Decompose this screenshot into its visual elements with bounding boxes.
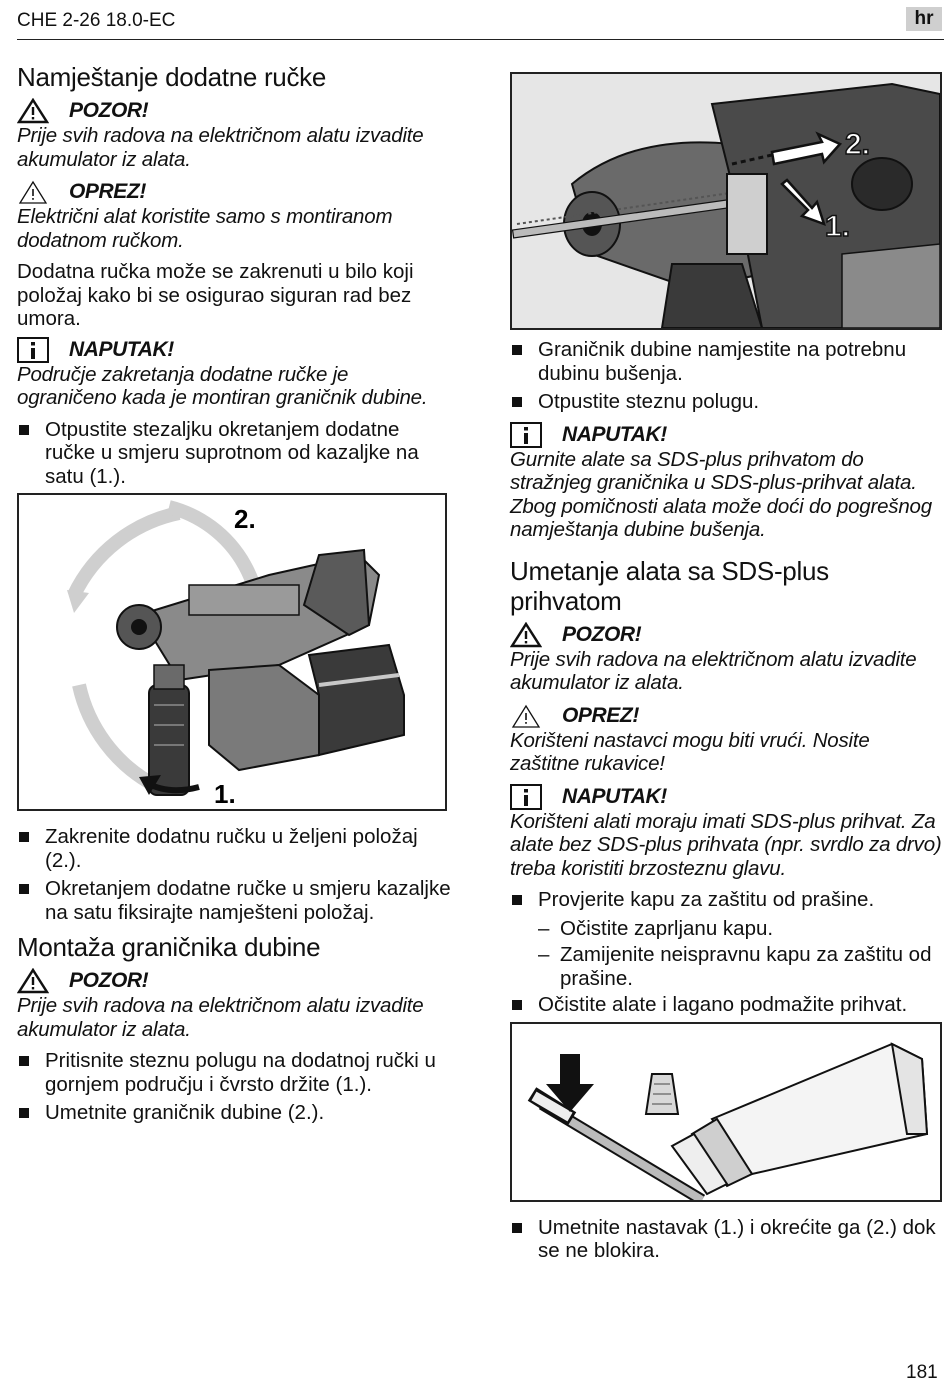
instruction-item: Zakrenite dodatnu ručku u željeni položaj (2.). <box>17 825 453 872</box>
instruction-item: Provjerite kapu za zaštitu od prašine. <box>510 888 944 912</box>
step-label-1: 1. <box>825 210 851 243</box>
instruction-item: Graničnik dubine namjestite na potrebnu dubinu bušenja. <box>510 338 944 385</box>
header-divider <box>17 39 944 40</box>
hammer-drill-illustration <box>19 495 445 809</box>
note-notice <box>17 337 453 363</box>
note-label: NAPUTAK! <box>562 784 667 808</box>
warning-triangle-icon <box>17 98 49 124</box>
step-label-1: 1. <box>214 779 236 809</box>
language-badge: hr <box>906 7 942 31</box>
note-notice <box>510 784 944 810</box>
caution-notice <box>17 968 453 994</box>
section-title-aux-handle: Namještanje dodatne ručke <box>17 62 327 92</box>
paragraph: Dodatna ručka može se zakrenuti u bilo koji položaj kako bi se osigurao siguran rad bez umora. <box>17 260 414 330</box>
figure-depth-stop <box>510 72 942 330</box>
warning-text: Korišteni nastavci mogu biti vrući. Nosite zaštitne rukavice! <box>510 728 870 775</box>
caution-text: Prije svih radova na električnom alatu izvadite akumulator iz alata. <box>510 647 917 694</box>
note-notice <box>510 422 944 448</box>
warning-triangle-icon <box>17 968 49 994</box>
step-label-2: 2. <box>234 504 256 534</box>
step-label-2: 2. <box>845 128 871 161</box>
warning-label: OPREZ! <box>562 703 639 727</box>
instruction-item: Umetnite graničnik dubine (2.). <box>17 1101 453 1125</box>
note-text: Korišteni alati moraju imati SDS-plus prihvat. Za alate bez SDS-plus prihvata (npr. svrdlo za drvo) treba koristiti brzosteznu glavu. <box>510 809 942 880</box>
instruction-item: Pritisnite steznu polugu na dodatnoj ručki u gornjem području i čvrsto držite (1.). <box>17 1049 453 1096</box>
info-icon <box>510 422 542 448</box>
page-number: 181 <box>906 1362 938 1383</box>
caution-label: POZOR! <box>562 622 642 646</box>
depth-stop-illustration <box>512 74 940 328</box>
sub-instruction-item: – Očistite zaprljanu kapu. <box>510 917 944 941</box>
warning-triangle-icon <box>510 703 542 729</box>
figure-aux-handle-rotation <box>17 493 447 811</box>
caution-text: Prije svih radova na električnom alatu izvadite akumulator iz alata. <box>17 994 424 1041</box>
section-title-sds-insert: Umetanje alata sa SDS-plus prihvatom <box>510 555 829 616</box>
sub-instruction-item: – Zamijenite neispravnu kapu za zaštitu od prašine. <box>510 943 944 990</box>
instruction-item: Okretanjem dodatne ručke u smjeru kazaljke na satu fiksirajte namješteni položaj. <box>17 877 453 924</box>
caution-label: POZOR! <box>69 99 149 122</box>
lubrication-illustration <box>512 1024 940 1200</box>
info-icon <box>17 337 49 363</box>
warning-triangle-icon <box>510 622 542 648</box>
caution-notice <box>510 622 944 648</box>
note-label: NAPUTAK! <box>562 422 667 446</box>
left-column <box>17 62 453 1130</box>
caution-notice <box>17 98 453 124</box>
caution-label: POZOR! <box>69 969 149 992</box>
caution-text: Prije svih radova na električnom alatu izvadite akumulator iz alata. <box>17 124 424 171</box>
warning-notice <box>510 703 944 729</box>
warning-triangle-icon <box>17 179 49 205</box>
warning-notice <box>17 179 453 205</box>
instruction-item: Otpustite steznu polugu. <box>510 390 944 414</box>
warning-label: OPREZ! <box>69 180 146 203</box>
note-text: Gurnite alate sa SDS-plus prihvatom do stražnjeg graničnika u SDS-plus-prihvat alata. Zbog pomičnosti alata može doći do pogrešnog namještanja dubine bušenja. <box>510 447 932 541</box>
info-icon <box>510 784 542 810</box>
note-text: Područje zakretanja dodatne ručke je ograničeno kada je montiran graničnik dubine. <box>17 362 428 409</box>
document-model: CHE 2-26 18.0-EC <box>17 10 176 31</box>
right-column <box>510 72 944 1268</box>
instruction-item: Umetnite nastavak (1.) i okrećite ga (2.) dok se ne blokira. <box>510 1216 944 1263</box>
note-label: NAPUTAK! <box>69 337 174 361</box>
warning-text: Električni alat koristite samo s montiranom dodatnom ručkom. <box>17 205 393 252</box>
section-title-depth-stop: Montaža graničnika dubine <box>17 932 321 962</box>
figure-lubrication <box>510 1022 942 1202</box>
instruction-item: Očistite alate i lagano podmažite prihvat. <box>510 993 944 1017</box>
instruction-item: Otpustite stezaljku okretanjem dodatne ručke u smjeru suprotnom od kazaljke na satu (1.). <box>17 418 453 489</box>
